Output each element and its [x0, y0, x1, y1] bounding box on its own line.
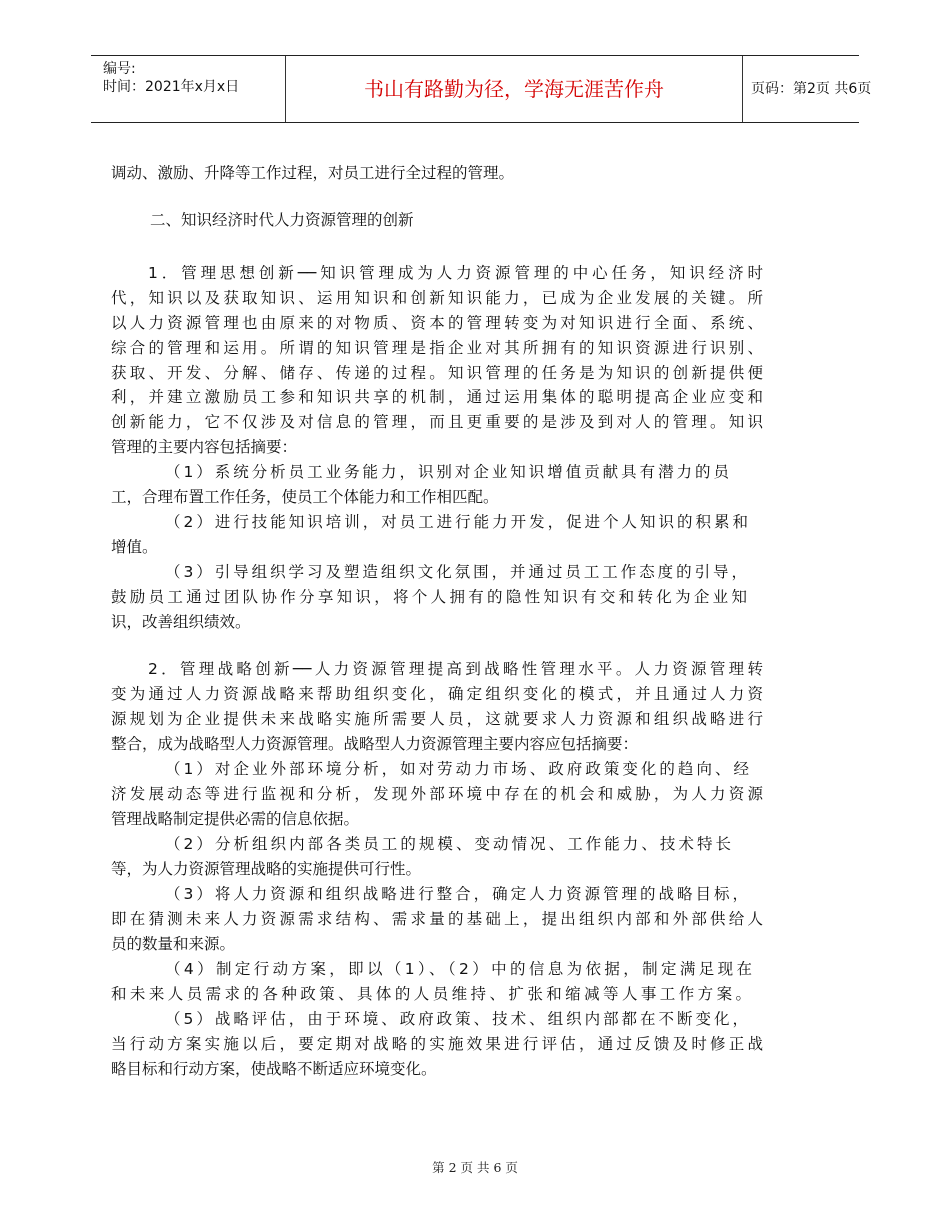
list-item-line: 和未来人员需求的各种政策、具体的人员维持、扩张和缩减等人事工作方案。 [111, 985, 751, 1003]
list-item-line: （3）引导组织学习及塑造组织文化氛围，并通过员工工作态度的引导， [165, 563, 747, 581]
motto-text: 书山有路勤为径，学海无涯苦作舟 [364, 77, 664, 101]
body-line: 整合，成为战略型人力资源管理。战略型人力资源管理主要内容应包括摘要： [111, 735, 639, 753]
body-line: 以人力资源管理也由原来的对物质、资本的管理转变为对知识进行全面、系统、 [111, 314, 763, 332]
list-item-line: 鼓励员工通过团队协作分享知识，将个人拥有的隐性知识有交和转化为企业知 [111, 588, 747, 606]
header-page-cell [741, 56, 872, 122]
list-item-line: 管理战略制定提供必需的信息依据。 [111, 810, 360, 828]
body-line: 利，并建立激励员工参和知识共享的机制，通过运用集体的聪明提高企业应变和 [111, 388, 763, 406]
page-number-label: 页码：第2页 共6页 [751, 81, 872, 97]
list-item-line: （2）进行技能知识培训，对员工进行能力开发，促进个人知识的积累和 [165, 513, 748, 531]
body-line: 2．管理战略创新──人力资源管理提高到战略性管理水平。人力资源管理转 [148, 660, 763, 678]
body-line: 1．管理思想创新──知识管理成为人力资源管理的中心任务，知识经济时 [148, 264, 763, 282]
body-line: 创新能力，它不仅涉及对信息的管理，而且更重要的是涉及到对人的管理。知识 [111, 413, 763, 431]
body-line: 综合的管理和运用。所谓的知识管理是指企业对其所拥有的知识资源进行识别、 [111, 339, 763, 357]
list-item-line: 略目标和行动方案，使战略不断适应环境变化。 [111, 1060, 437, 1078]
list-item-line: （2）分析组织内部各类员工的规模、变动情况、工作能力、技术特长 [165, 835, 731, 853]
list-item-line: 济发展动态等进行监视和分析，发现外部环境中存在的机会和威胁，为人力资源 [111, 785, 763, 803]
list-item-line: （4）制定行动方案，即以（1）、（2）中的信息为依据，制定满足现在 [165, 960, 752, 978]
body-line: 代，知识以及获取知识、运用知识和创新知识能力，已成为企业发展的关键。所 [111, 289, 763, 307]
list-item-line: 工，合理布置工作任务，使员工个体能力和工作相匹配。 [111, 488, 499, 506]
list-item-line: （5）战略评估，由于环境、政府政策、技术、组织内部都在不断变化， [165, 1010, 748, 1028]
body-line: 管理的主要内容包括摘要： [111, 438, 298, 456]
list-item-line: 等，为人力资源管理战略的实施提供可行性。 [111, 860, 422, 878]
list-item-line: 增值。 [111, 538, 158, 556]
header-motto-cell [285, 56, 743, 122]
list-item-line: 即在猜测未来人力资源需求结构、需求量的基础上，提出组织内部和外部供给人 [111, 910, 763, 928]
section-heading: 二、知识经济时代人力资源管理的创新 [150, 211, 414, 229]
list-item-line: 员的数量和来源。 [111, 935, 236, 953]
list-item-line: （3）将人力资源和组织战略进行整合，确定人力资源管理的战略目标， [165, 885, 748, 903]
body-line: 变为通过人力资源战略来帮助组织变化，确定组织变化的模式，并且通过人力资 [111, 685, 763, 703]
list-item-line: （1）对企业外部环境分析，如对劳动力市场、政府政策变化的趋向、经 [165, 760, 749, 778]
body-line: 获取、开发、分解、储存、传递的过程。知识管理的任务是为知识的创新提供便 [111, 364, 763, 382]
time-label: 时间：2021年x月x日 [103, 79, 240, 95]
body-line: 调动、激励、升降等工作过程，对员工进行全过程的管理。 [111, 164, 515, 182]
header-meta-cell [91, 56, 285, 122]
page-footer: 第 2 页 共 6 页 [432, 1160, 518, 1175]
list-item-line: （1）系统分析员工业务能力，识别对企业知识增值贡献具有潜力的员 [165, 463, 729, 481]
body-line: 源规划为企业提供未来战略实施所需要人员，这就要求人力资源和组织战略进行 [111, 710, 763, 728]
list-item-line: 当行动方案实施以后，要定期对战略的实施效果进行评估，通过反馈及时修正战 [111, 1035, 763, 1053]
list-item-line: 识，改善组织绩效。 [111, 613, 251, 631]
page-header [91, 55, 872, 123]
number-label: 编号: [103, 61, 136, 77]
